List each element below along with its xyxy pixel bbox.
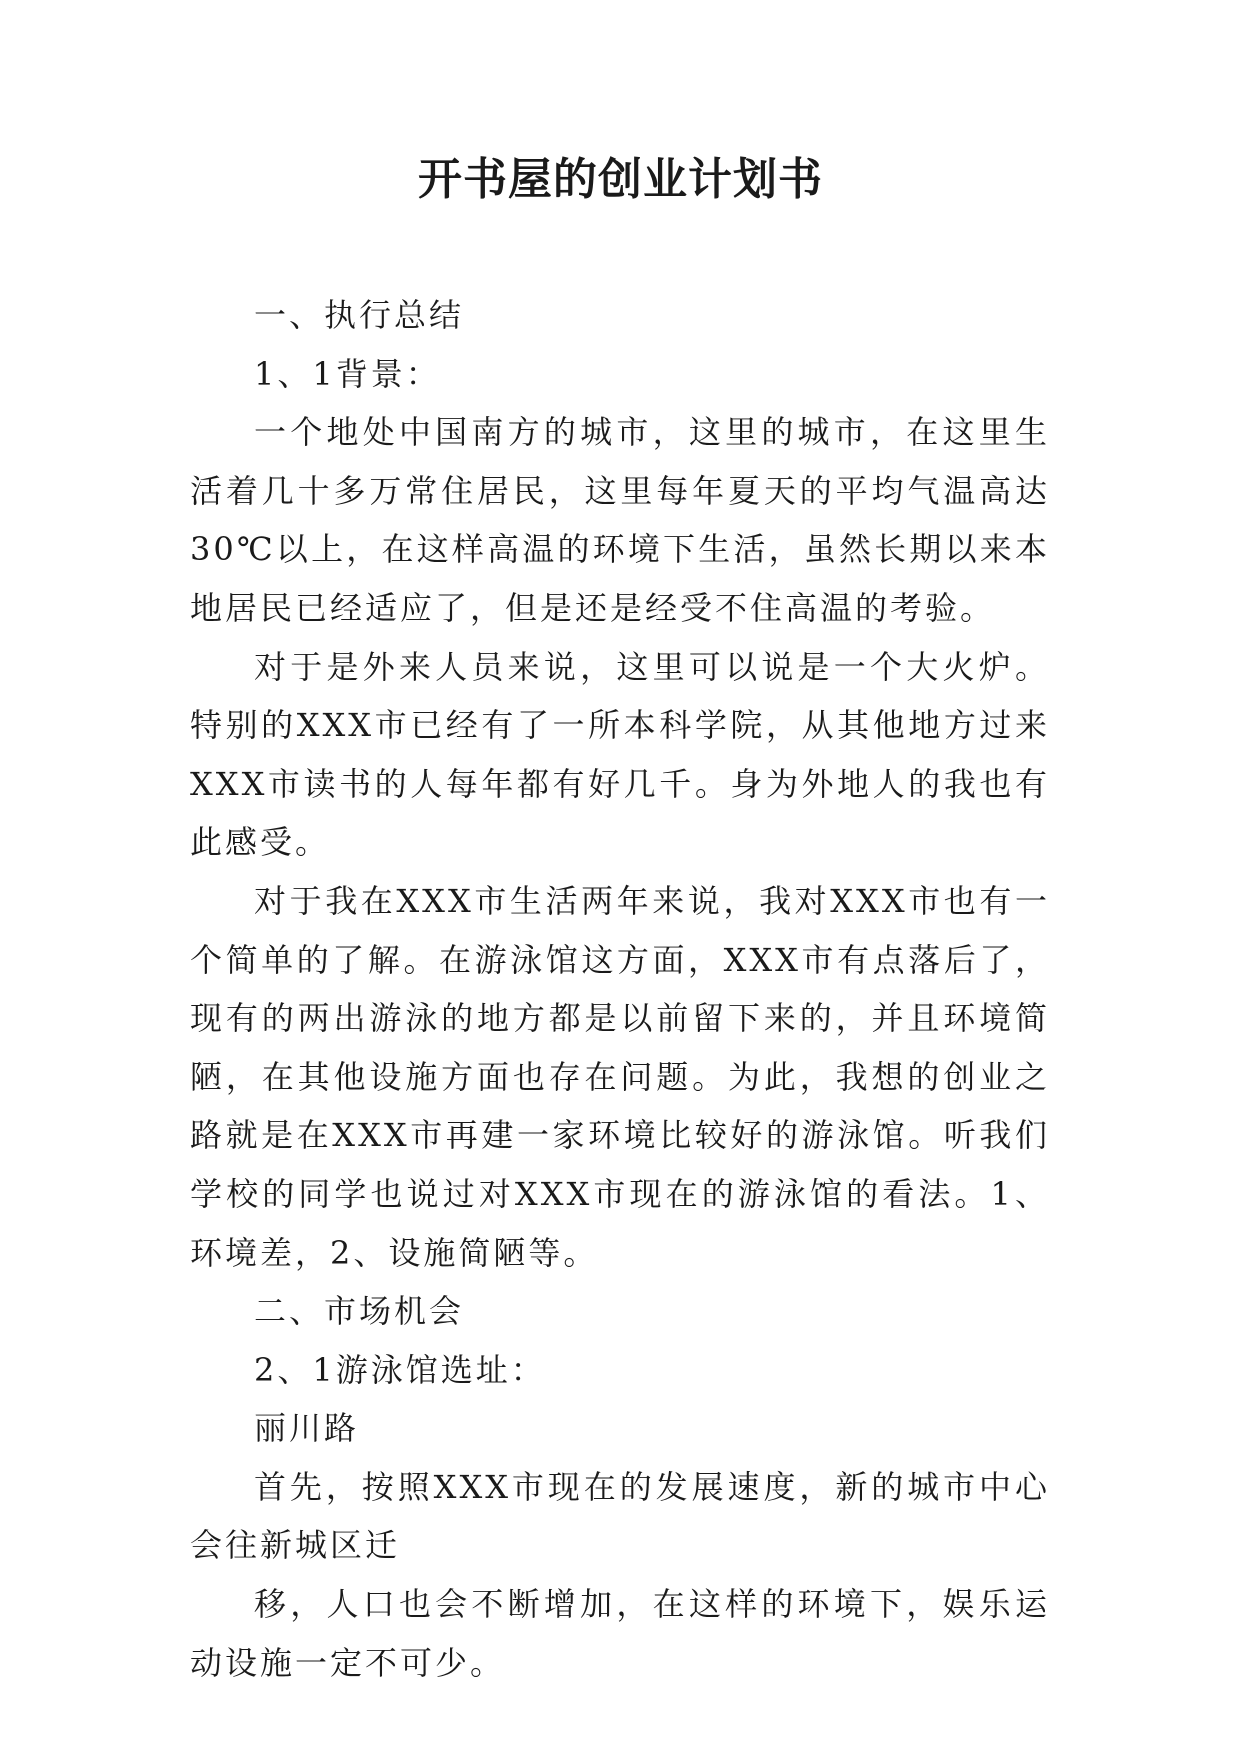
subsection-heading-site-selection: 2、1游泳馆选址： bbox=[254, 1350, 546, 1389]
paragraph-city-development: 首先，按照XXX市现在的发展速度，新的城市中心会往新城区迁 bbox=[190, 1467, 1050, 1565]
subsection-heading-background: 1、1背景： bbox=[254, 354, 441, 393]
paragraph-outsiders: 对于是外来人员来说，这里可以说是一个大火炉。特别的XXX市已经有了一所本科学院，从其他地方过来XXX市读书的人每年都有好几千。身为外地人的我也有此感受。 bbox=[190, 647, 1050, 862]
paragraph-location-name: 丽川路 bbox=[254, 1409, 360, 1448]
paragraph-swimming-pool-plan: 对于我在XXX市生活两年来说，我对XXX市也有一个简单的了解。在游泳馆这方面，XXX市有点落后了，现有的两出游泳的地方都是以前留下来的，并且环境简陋，在其他设施方面也存在问题。为此，我想的创业之路就是在XXX市再建一家环境比较好的游泳馆。听我们学校的同学也说过对XXX市现在的游泳馆的看法。1、环境差，2、设施简陋等。 bbox=[190, 881, 1050, 1272]
paragraph-city-climate: 一个地处中国南方的城市，这里的城市，在这里生活着几十多万常住居民，这里每年夏天的平均气温高达30℃以上，在这样高温的环境下生活，虽然长期以来本地居民已经适应了，但是还是经受不住高温的考验。 bbox=[190, 413, 1050, 627]
section-heading-market-opportunity: 二、市场机会 bbox=[254, 1292, 465, 1331]
document-title: 开书屋的创业计划书 bbox=[418, 154, 823, 205]
paragraph-population-growth: 移，人口也会不断增加，在这样的环境下，娱乐运动设施一定不可少。 bbox=[190, 1585, 1050, 1682]
document-body bbox=[190, 286, 1050, 1692]
section-heading-executive-summary: 一、执行总结 bbox=[254, 296, 465, 334]
